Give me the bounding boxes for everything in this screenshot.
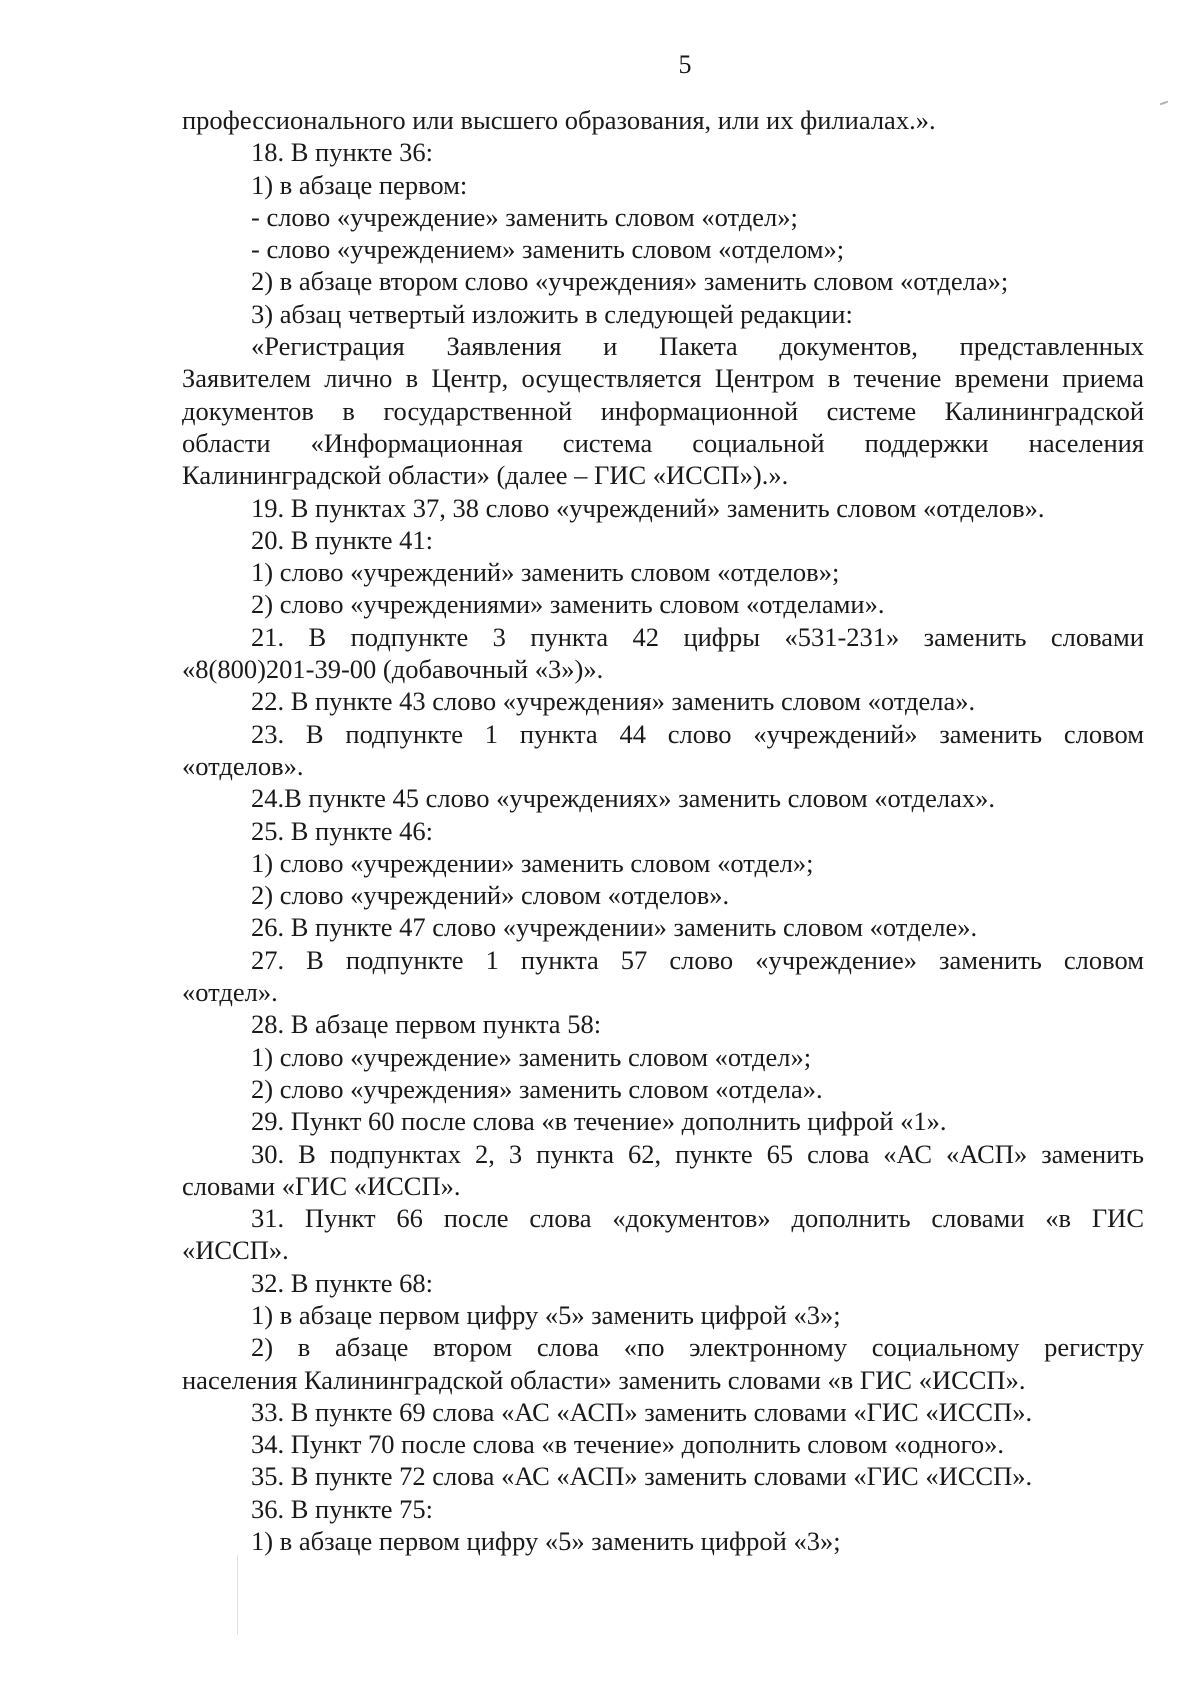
text-line: 1) слово «учреждение» заменить словом «отдел»; (251, 1041, 812, 1072)
text-line: 32. В пункте 68: (251, 1267, 434, 1298)
text-line: «отделов». (182, 750, 304, 781)
text-line: 2) слово «учреждения» заменить словом «отдела». (251, 1073, 823, 1104)
text-line: 31. Пункт 66 после слова «документов» дополнить словами «в ГИС (251, 1203, 1144, 1234)
scan-speck (1160, 101, 1168, 106)
text-line: 33. В пункте 69 слова «АС «АСП» заменить словами «ГИС «ИССП». (251, 1396, 1033, 1427)
text-line: 1) в абзаце первом цифру «5» заменить цифрой «3»; (251, 1299, 841, 1330)
text-line: 35. В пункте 72 слова «АС «АСП» заменить словами «ГИС «ИССП». (251, 1461, 1033, 1492)
text-line: 20. В пункте 41: (251, 524, 434, 555)
text-line: 1) в абзаце первом: (251, 169, 468, 200)
text-line: 2) слово «учреждениями» заменить словом «отделами». (251, 589, 885, 620)
scan-artifact-line (237, 1555, 238, 1635)
text-line: 26. В пункте 47 слово «учреждении» заменить словом «отделе». (251, 912, 978, 943)
text-line: 2) в абзаце втором слова «по электронному социальному регистру (251, 1332, 1144, 1363)
text-line: «8(800)201-39-00 (добавочный «3»)». (182, 654, 604, 685)
text-line: документов в государственной информационной системе Калининградской (182, 395, 1144, 426)
text-line: 3) абзац четвертый изложить в следующей редакции: (251, 298, 853, 329)
text-line: Заявителем лично в Центр, осуществляется Центром в течение времени приема (182, 363, 1144, 394)
text-line: - слово «учреждение» заменить словом «отдел»; (251, 201, 798, 232)
text-line: 30. В подпунктах 2, 3 пункта 62, пункте 65 слова «АС «АСП» заменить (251, 1138, 1144, 1169)
text-line: 34. Пункт 70 после слова «в течение» дополнить словом «одного». (251, 1429, 1004, 1460)
text-line: 19. В пунктах 37, 38 слово «учреждений» заменить словом «отделов». (251, 492, 1045, 523)
text-line: - слово «учреждением» заменить словом «отделом»; (251, 234, 845, 265)
text-line: «Регистрация Заявления и Пакета документов, представленных (251, 331, 1144, 362)
text-line: 2) в абзаце втором слово «учреждения» заменить словом «отдела»; (251, 266, 1009, 297)
text-line: 28. В абзаце первом пункта 58: (251, 1009, 602, 1040)
text-line: 29. Пункт 60 после слова «в течение» дополнить цифрой «1». (251, 1106, 947, 1137)
text-line: Калининградской области» (далее – ГИС «ИССП»).». (182, 460, 789, 491)
text-line: 21. В подпункте 3 пункта 42 цифры «531-231» заменить словами (251, 621, 1144, 652)
text-line: «ИССП». (182, 1235, 289, 1266)
text-line: 36. В пункте 75: (251, 1493, 434, 1524)
document-body (182, 104, 1144, 1557)
text-line: 23. В подпункте 1 пункта 44 слово «учреждений» заменить словом (251, 718, 1144, 749)
page-number: 5 (678, 50, 692, 79)
text-line: 22. В пункте 43 слово «учреждения» заменить словом «отдела». (251, 686, 976, 717)
text-line: 1) слово «учреждении» заменить словом «отдел»; (251, 847, 814, 878)
text-line: 1) в абзаце первом цифру «5» заменить цифрой «3»; (251, 1526, 841, 1557)
text-line: населения Калининградской области» заменить словами «в ГИС «ИССП». (182, 1364, 1026, 1395)
text-line: 1) слово «учреждений» заменить словом «отделов»; (251, 557, 840, 588)
text-line: 24.В пункте 45 слово «учреждениях» заменить словом «отделах». (251, 783, 996, 814)
text-line: словами «ГИС «ИССП». (182, 1170, 461, 1201)
text-line: области «Информационная система социальной поддержки населения (182, 427, 1144, 458)
text-line: 18. В пункте 36: (251, 137, 434, 168)
text-line: профессионального или высшего образования, или их филиалах.». (182, 105, 936, 135)
text-line: «отдел». (182, 977, 278, 1008)
text-line: 27. В подпункте 1 пункта 57 слово «учреждение» заменить словом (251, 944, 1144, 975)
text-line: 2) слово «учреждений» словом «отделов». (251, 880, 730, 911)
text-line: 25. В пункте 46: (251, 815, 434, 846)
